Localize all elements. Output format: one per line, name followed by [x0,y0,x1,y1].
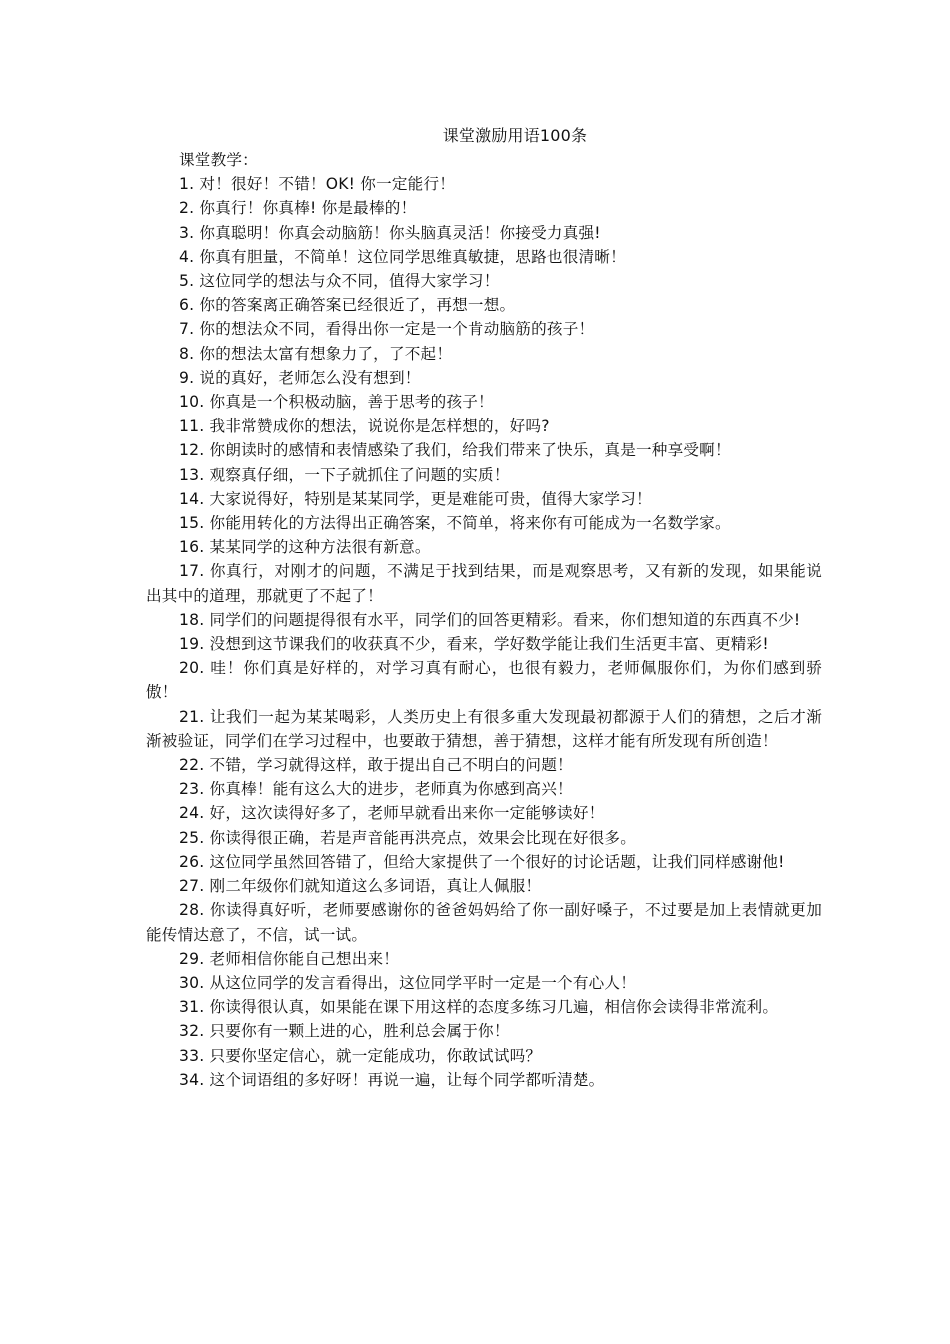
list-item: 30. 从这位同学的发言看得出，这位同学平时一定是一个有心人！ [179,973,636,992]
document-title: 课堂激励用语100条 [442,126,588,145]
list-item: 6. 你的答案离正确答案已经很近了，再想一想。 [179,296,516,315]
list-item: 11. 我非常赞成你的想法，说说你是怎样想的，好吗? [179,417,550,436]
list-item: 12. 你朗读时的感情和表情感染了我们，给我们带来了快乐，真是一种享受啊！ [179,441,731,460]
list-item: 17. 你真行，对刚才的问题，不满足于找到结果，而是观察思考，又有新的发现，如果能说出其中的道理，那就更了不起了！ [146,562,822,605]
list-item: 22. 不错，学习就得这样，敢于提出自己不明白的问题！ [179,756,573,775]
list-item: 27. 刚二年级你们就知道这么多词语，真让人佩服！ [179,877,542,896]
list-item: 21. 让我们一起为某某喝彩，人类历史上有很多重大发现最初都源于人们的猜想，之后才渐渐被验证，同学们在学习过程中，也要敢于猜想，善于猜想，这样才能有所发现有所创造！ [146,707,822,750]
list-item: 33. 只要你坚定信心，就一定能成功，你敢试试吗？ [179,1046,542,1065]
list-item: 31. 你读得很认真，如果能在课下用这样的态度多练习几遍，相信你会读得非常流利。 [179,998,779,1017]
list-item: 29. 老师相信你能自己想出来！ [179,949,400,968]
list-item: 13. 观察真仔细，一下子就抓住了问题的实质！ [179,465,510,484]
list-item: 28. 你读得真好听，老师要感谢你的爸爸妈妈给了你一副好嗓子，不过要是加上表情就更加能传情达意了，不信，试一试。 [146,901,822,944]
list-item: 15. 你能用转化的方法得出正确答案，不简单，将来你有可能成为一名数学家。 [179,514,731,533]
list-item: 23. 你真棒！能有这么大的进步，老师真为你感到高兴！ [179,780,573,799]
list-item: 25. 你读得很正确，若是声音能再洪亮点，效果会比现在好很多。 [179,828,636,847]
list-item: 2. 你真行！你真棒! 你是最棒的！ [179,199,417,218]
list-item: 1. 对！很好！不错！OK! 你一定能行！ [179,175,456,194]
document-body [146,148,822,1092]
list-item: 8. 你的想法太富有想象力了，了不起！ [179,344,453,363]
list-item: 19. 没想到这节课我们的收获真不少，看来，学好数学能让我们生活更丰富、更精彩! [179,635,769,654]
list-item: 5. 这位同学的想法与众不同，值得大家学习！ [179,272,500,291]
list-item: 14. 大家说得好，特别是某某同学，更是难能可贵，值得大家学习！ [179,489,652,508]
list-item: 7. 你的想法众不同，看得出你一定是一个肯动脑筋的孩子！ [179,320,595,339]
section-heading: 课堂教学： [179,151,258,169]
list-item: 3. 你真聪明！你真会动脑筋！你头脑真灵活！你接受力真强! [179,223,601,242]
list-item: 9. 说的真好，老师怎么没有想到！ [179,368,421,387]
list-item: 34. 这个词语组的多好呀！再说一遍，让每个同学都听清楚。 [179,1070,605,1089]
list-item: 16. 某某同学的这种方法很有新意。 [179,538,431,557]
list-item: 20. 哇！你们真是好样的，对学习真有耐心，也很有毅力，老师佩服你们，为你们感到骄傲！ [146,659,822,702]
list-item: 4. 你真有胆量，不简单！这位同学思维真敏捷，思路也很清晰！ [179,247,626,266]
list-item: 10. 你真是一个积极动脑，善于思考的孩子！ [179,393,494,412]
list-item: 26. 这位同学虽然回答错了，但给大家提供了一个很好的讨论话题，让我们同样感谢他! [179,852,785,871]
list-item: 18. 同学们的问题提得很有水平，同学们的回答更精彩。看来，你们想知道的东西真不少! [179,610,801,629]
list-item: 24. 好，这次读得好多了，老师早就看出来你一定能够读好！ [179,804,605,823]
list-item: 32. 只要你有一颗上进的心，胜利总会属于你！ [179,1022,510,1041]
